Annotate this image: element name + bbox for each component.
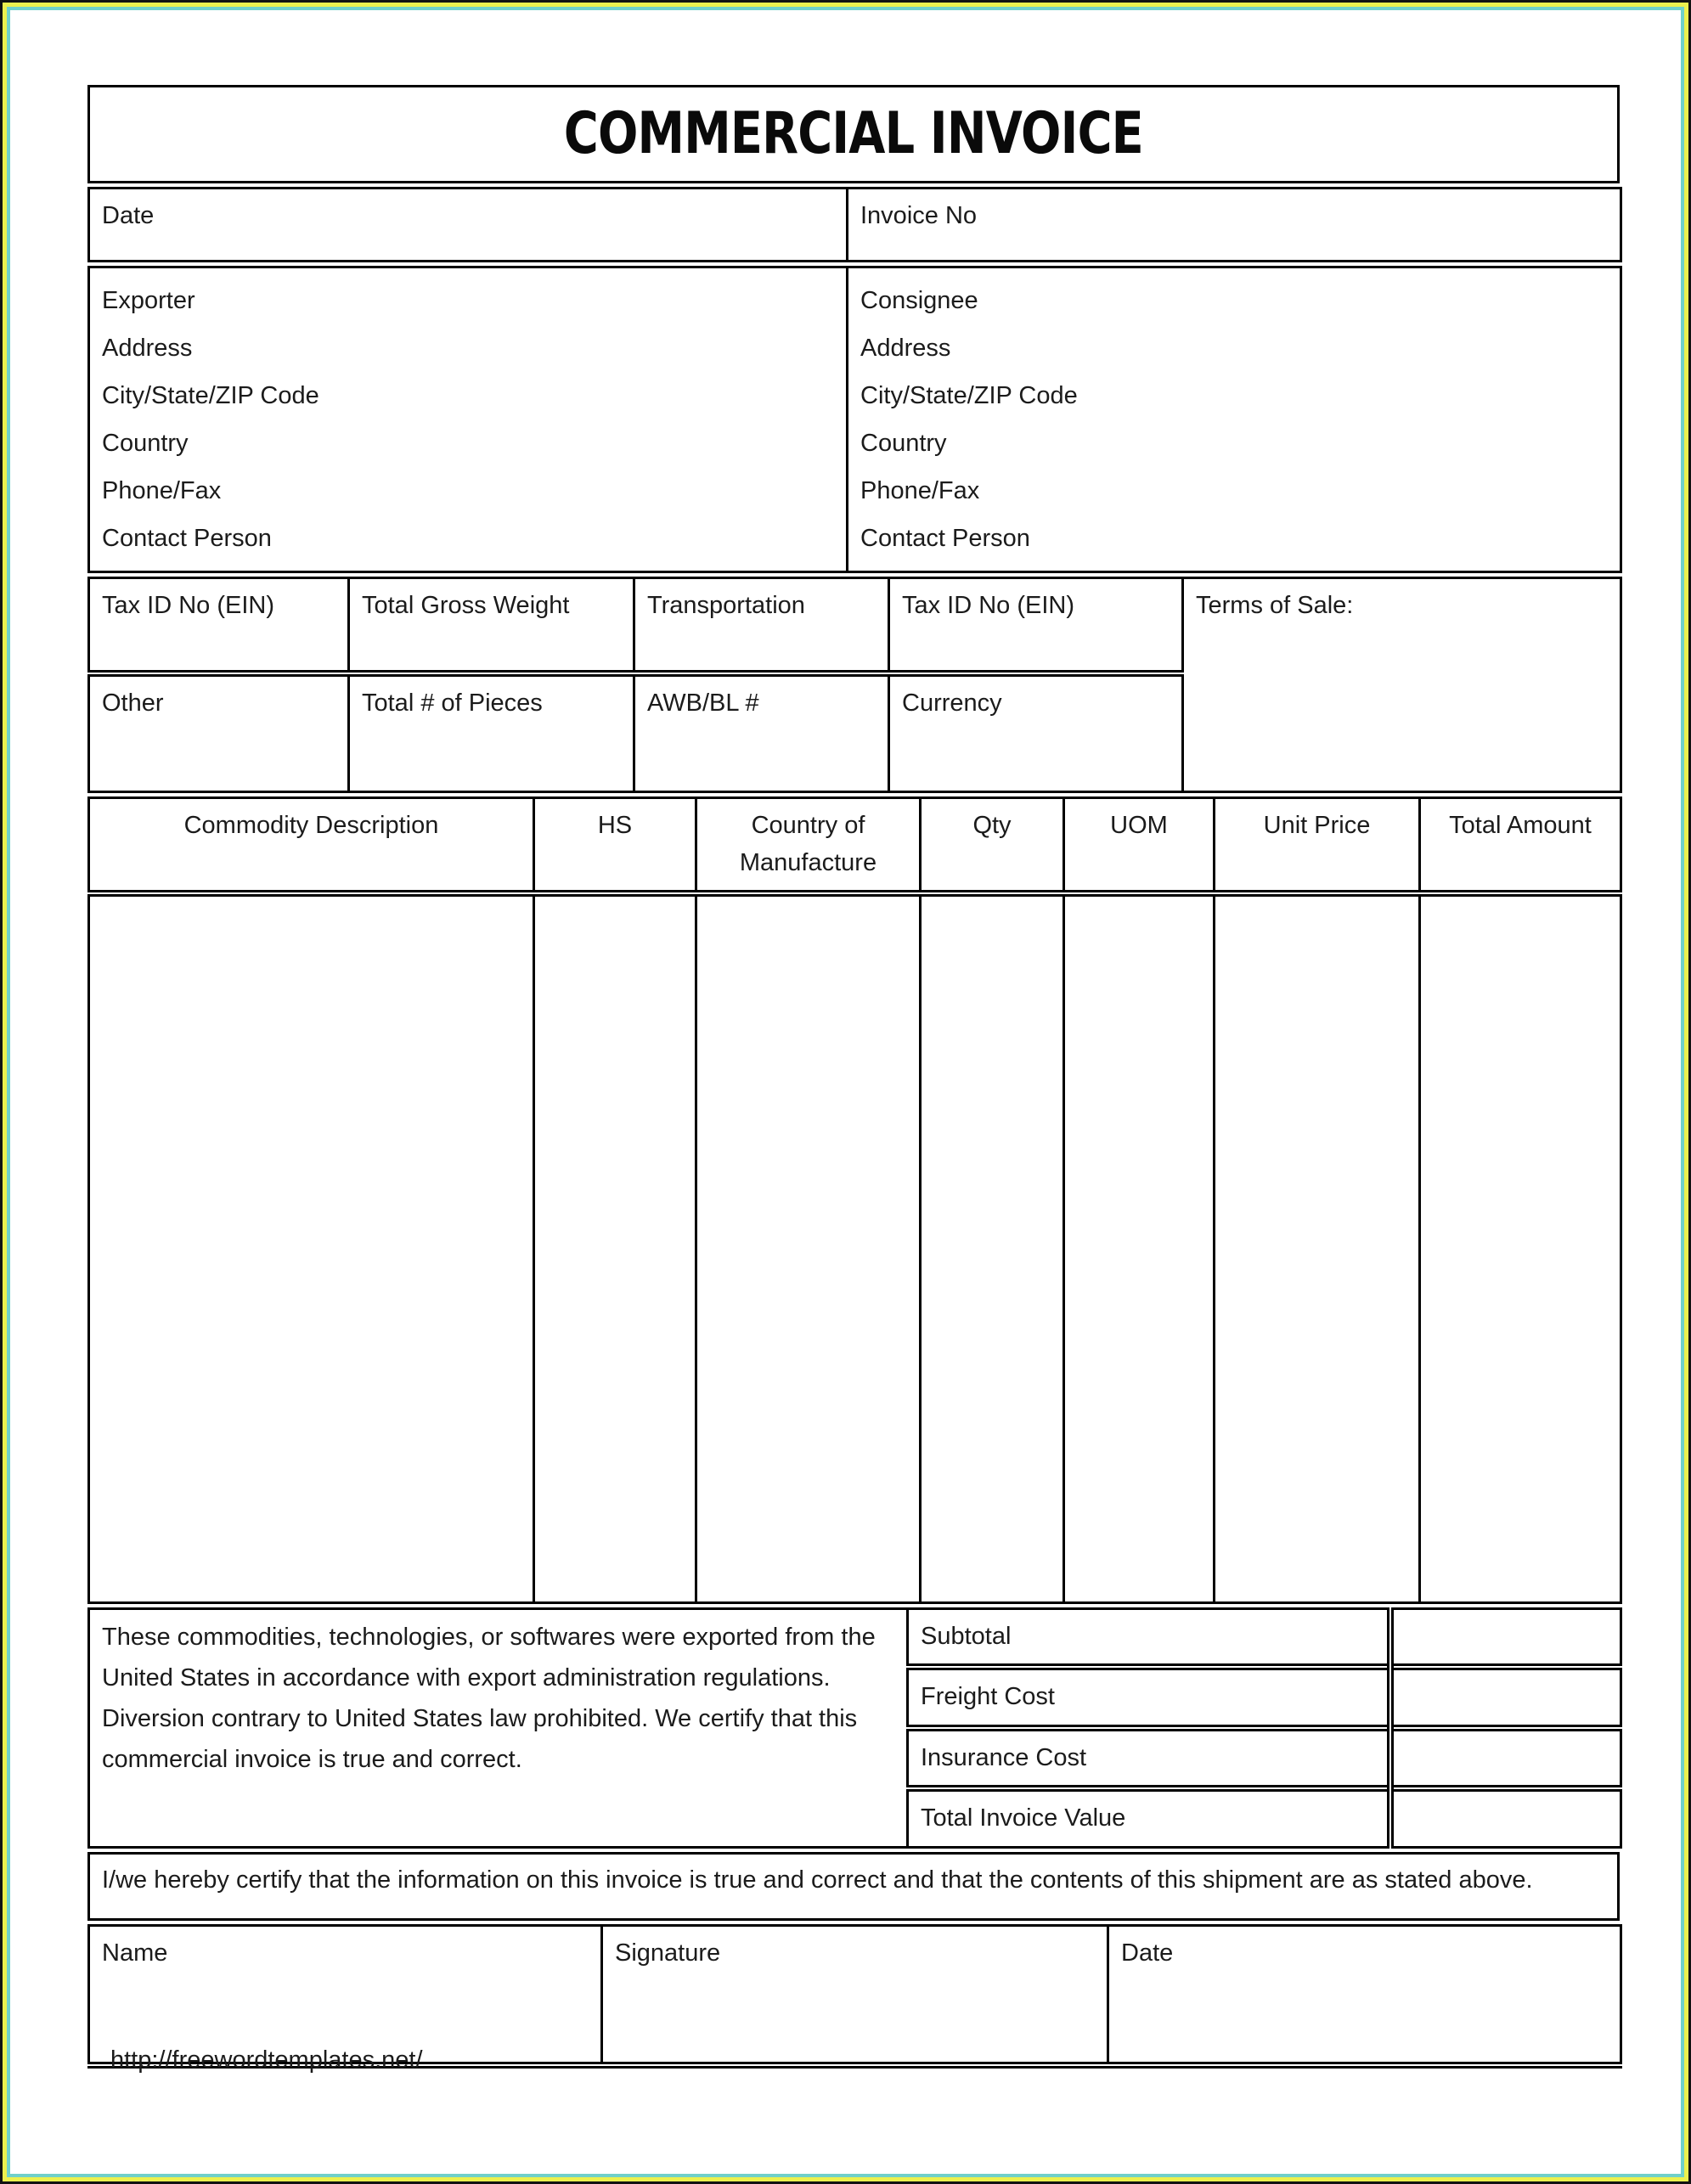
pieces-label: Total # of Pieces xyxy=(362,689,543,717)
transportation-label: Transportation xyxy=(647,592,805,619)
commercial-invoice-form xyxy=(87,85,1620,2072)
parties-table xyxy=(87,266,1622,573)
sign-date-field-cell[interactable] xyxy=(1108,1925,1621,2065)
shipment-table xyxy=(87,577,1622,793)
subtotal-label: Subtotal xyxy=(908,1608,1390,1667)
col-header-country-of-manufacture: Country of Manufacture xyxy=(696,798,921,894)
freight-cost-value-cell[interactable] xyxy=(1390,1667,1621,1728)
col-header-uom: UOM xyxy=(1064,798,1215,894)
exporter-address-label: Address xyxy=(102,335,193,362)
signature-label: Signature xyxy=(615,1939,721,1967)
consignee-city-label: City/State/ZIP Code xyxy=(860,382,1078,409)
tax-id-label: Tax ID No (EIN) xyxy=(102,592,275,619)
sign-date-label: Date xyxy=(1121,1939,1174,1967)
page-border-teal xyxy=(7,7,1684,2177)
footer-url: http://freewordtemplates.net/ xyxy=(110,2046,423,2074)
consignee-tax-id-label: Tax ID No (EIN) xyxy=(902,592,1075,619)
total-invoice-value-cell[interactable] xyxy=(1390,1788,1621,1847)
item-description-cell[interactable] xyxy=(89,893,534,1602)
certification-table xyxy=(87,1852,1620,1921)
terms-of-sale-label: Terms of Sale: xyxy=(1196,592,1354,619)
subtotal-value-cell[interactable] xyxy=(1390,1608,1621,1667)
page-border-yellow xyxy=(3,3,1688,2181)
invoice-no-label: Invoice No xyxy=(860,202,978,229)
signature-field-cell[interactable] xyxy=(602,1925,1108,2065)
currency-label: Currency xyxy=(902,689,1002,717)
item-hs-cell[interactable] xyxy=(534,893,696,1602)
gross-weight-label: Total Gross Weight xyxy=(362,592,570,619)
exporter-country-label: Country xyxy=(102,430,189,457)
certification-text: I/we hereby certify that the information on this invoice is true and correct and that the contents of this shipment are as stated above. xyxy=(89,1853,1619,1919)
total-invoice-value-label: Total Invoice Value xyxy=(908,1788,1390,1847)
tax-id-field-cell[interactable] xyxy=(89,578,349,673)
col-header-qty: Qty xyxy=(921,798,1064,894)
item-total-amount-cell[interactable] xyxy=(1420,893,1621,1602)
awb-label: AWB/BL # xyxy=(647,689,759,717)
item-country-cell[interactable] xyxy=(696,893,921,1602)
date-field-cell[interactable] xyxy=(89,189,848,262)
totals-table xyxy=(87,1607,1622,1849)
consignee-label: Consignee xyxy=(860,287,978,314)
insurance-cost-label: Insurance Cost xyxy=(908,1728,1390,1789)
awb-field-cell[interactable] xyxy=(634,673,889,792)
exporter-phone-label: Phone/Fax xyxy=(102,477,222,504)
col-header-hs: HS xyxy=(534,798,696,894)
items-table xyxy=(87,796,1622,1604)
consignee-tax-id-field-cell[interactable] xyxy=(889,578,1183,673)
consignee-contact-label: Contact Person xyxy=(860,525,1030,552)
exporter-contact-label: Contact Person xyxy=(102,525,272,552)
col-header-total-amount: Total Amount xyxy=(1420,798,1621,894)
date-label: Date xyxy=(102,202,155,229)
currency-field-cell[interactable] xyxy=(889,673,1183,792)
exporter-label: Exporter xyxy=(102,287,195,314)
terms-of-sale-field-cell[interactable] xyxy=(1183,578,1621,792)
name-field-cell[interactable] xyxy=(89,1925,602,2065)
pieces-field-cell[interactable] xyxy=(349,673,634,792)
col-header-unit-price: Unit Price xyxy=(1215,798,1420,894)
col-header-commodity-description: Commodity Description xyxy=(89,798,534,894)
name-label: Name xyxy=(102,1939,168,1967)
invoice-no-field-cell[interactable] xyxy=(848,189,1621,262)
consignee-phone-label: Phone/Fax xyxy=(860,477,980,504)
exporter-field-cell[interactable] xyxy=(89,267,848,572)
transportation-field-cell[interactable] xyxy=(634,578,889,673)
item-uom-cell[interactable] xyxy=(1064,893,1215,1602)
freight-cost-label: Freight Cost xyxy=(908,1667,1390,1728)
page-title: COMMERCIAL INVOICE xyxy=(563,100,1144,167)
export-statement-text: These commodities, technologies, or softwares were exported from the United States in accordance with export administration regulations. Diversion contrary to United States law prohibited. We certify that this commercial invoice is true and correct. xyxy=(89,1608,908,1847)
other-field-cell[interactable] xyxy=(89,673,349,792)
title-cell xyxy=(89,87,1619,183)
exporter-city-label: City/State/ZIP Code xyxy=(102,382,319,409)
other-label: Other xyxy=(102,689,164,717)
insurance-cost-value-cell[interactable] xyxy=(1390,1728,1621,1789)
date-invoice-table xyxy=(87,187,1622,262)
consignee-address-label: Address xyxy=(860,335,951,362)
gross-weight-field-cell[interactable] xyxy=(349,578,634,673)
title-table xyxy=(87,85,1620,183)
item-qty-cell[interactable] xyxy=(921,893,1064,1602)
consignee-field-cell[interactable] xyxy=(848,267,1621,572)
consignee-country-label: Country xyxy=(860,430,947,457)
item-unit-price-cell[interactable] xyxy=(1215,893,1420,1602)
